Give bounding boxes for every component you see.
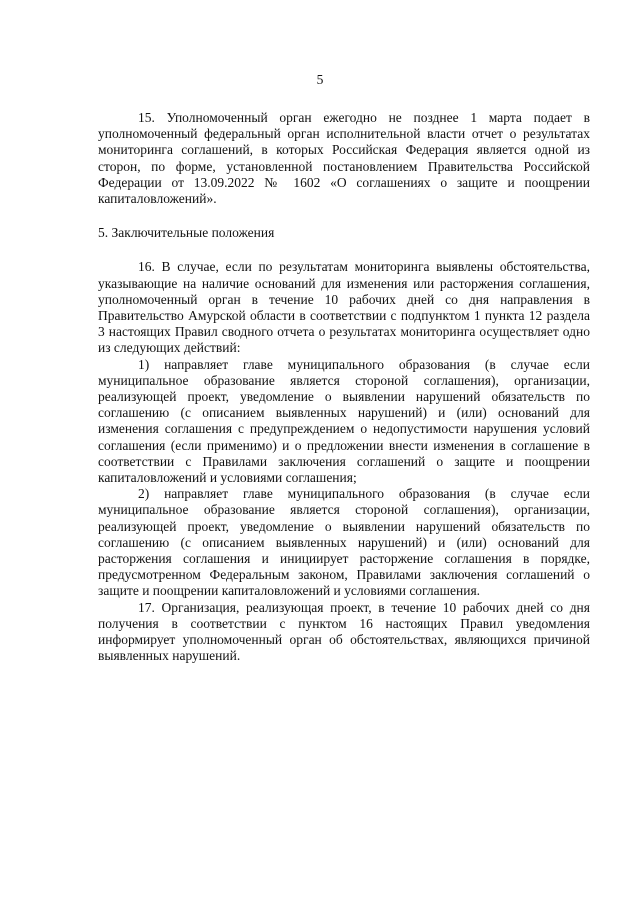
page-number: 5 — [316, 72, 324, 87]
paragraph-16: 16. В случае, если по результатам мониторинга выявлены обстоятельства, указывающие на наличие оснований для изменения или расторжения соглашения, уполномоченный орган в течение 10 рабочих дней со дня направления в Правительство Амурской области в соответствии с подпунктом 1 пункта 12 раздела 3 настоящих Правил сводного отчета о результатах мониторинга осуществляет одно из следующих действий: — [98, 259, 590, 356]
paragraph-15: 15. Уполномоченный орган ежегодно не позднее 1 марта подает в уполномоченный федеральный орган исполнительной власти отчет о результатах мониторинга соглашений, в которых Российская Федерация является одной из сторон, по форме, установленной постановлением Правительства Российской Федерации от 13.09.2022 № 1602 «О соглашениях о защите и поощрении капиталовложений». — [98, 110, 590, 207]
document-body — [98, 110, 590, 665]
section-heading: 5. Заключительные положения — [98, 225, 275, 241]
list-item-2: 2) направляет главе муниципального образования (в случае если муниципальное образование является стороной соглашения), организации, реализующей проект, уведомление о выявлении нарушений обязательств по соглашению (с описанием выявленных нарушений) и (или) оснований для расторжения соглашения и инициирует расторжение соглашения в порядке, предусмотренном Федеральным законом, Правилами заключения соглашений о защите и поощрении капиталовложений и условиями соглашения. — [98, 486, 590, 599]
list-item-1: 1) направляет главе муниципального образования (в случае если муниципальное образование является стороной соглашения), организации, реализующей проект, уведомление о выявлении нарушений обязательств по соглашению (с описанием выявленных нарушений) и (или) оснований для изменения соглашения с предупреждением о недопустимости нарушения условий соглашения (если применимо) и о предложении внести изменения в соглашение в соответствии с Правилами заключения соглашений о защите и поощрении капиталовложений и условиями соглашения; — [98, 356, 590, 486]
paragraph-17: 17. Организация, реализующая проект, в течение 10 рабочих дней со дня получения в соответствии с пунктом 16 настоящих Правил уведомления информирует уполномоченный орган об обстоятельствах, являющихся причиной выявленных нарушений. — [98, 599, 590, 664]
